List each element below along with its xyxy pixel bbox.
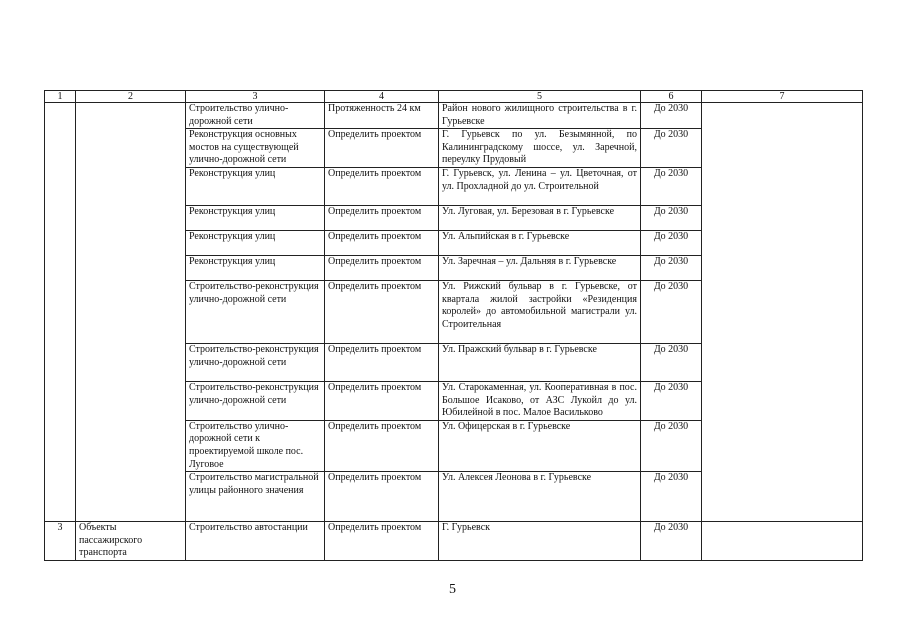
deadline-cell: До 2030 <box>641 129 702 168</box>
deadline-cell: До 2030 <box>641 167 702 205</box>
work-type-cell: Реконструкция улиц <box>186 255 325 280</box>
location-cell: Ул. Заречная – ул. Дальняя в г. Гурьевске <box>439 255 641 280</box>
work-type-cell: Строительство улично-дорожной сети <box>186 103 325 129</box>
location-cell: Ул. Альпийская в г. Гурьевске <box>439 230 641 255</box>
work-type-cell: Строительство-реконструкция улично-дорожной сети <box>186 381 325 420</box>
category-cell <box>76 103 186 522</box>
notes-cell <box>702 522 863 561</box>
work-type-cell: Строительство-реконструкция улично-дорожной сети <box>186 343 325 381</box>
location-cell: Ул. Луговая, ул. Березовая в г. Гурьевске <box>439 205 641 230</box>
work-type-cell: Реконструкция основных мостов на существующей улично-дорожной сети <box>186 129 325 168</box>
deadline-cell: До 2030 <box>641 420 702 471</box>
header-cell: 7 <box>702 91 863 103</box>
deadline-cell: До 2030 <box>641 103 702 129</box>
scope-cell: Определить проектом <box>325 230 439 255</box>
deadline-cell: До 2030 <box>641 255 702 280</box>
work-type-cell: Строительство улично-дорожной сети к проектируемой школе пос. Луговое <box>186 420 325 471</box>
scope-cell: Определить проектом <box>325 280 439 343</box>
scope-cell: Определить проектом <box>325 255 439 280</box>
deadline-cell: До 2030 <box>641 205 702 230</box>
location-cell: Ул. Старокаменная, ул. Кооперативная в пос. Большое Исаково, от АЗС Лукойл до ул. Юбилейной в пос. Малое Васильково <box>439 381 641 420</box>
scope-cell: Определить проектом <box>325 167 439 205</box>
header-cell: 4 <box>325 91 439 103</box>
location-cell: Ул. Офицерская в г. Гурьевске <box>439 420 641 471</box>
scope-cell: Определить проектом <box>325 205 439 230</box>
table-header-row <box>45 91 863 103</box>
location-cell: Район нового жилищного строительства в г. Гурьевске <box>439 103 641 129</box>
table-row <box>45 522 863 561</box>
header-cell: 5 <box>439 91 641 103</box>
deadline-cell: До 2030 <box>641 230 702 255</box>
location-cell: Г. Гурьевск <box>439 522 641 561</box>
row-number-cell <box>45 103 76 522</box>
work-type-cell: Строительство магистральной улицы районного значения <box>186 472 325 522</box>
deadline-cell: До 2030 <box>641 472 702 522</box>
deadline-cell: До 2030 <box>641 280 702 343</box>
header-cell: 1 <box>45 91 76 103</box>
scope-cell: Определить проектом <box>325 522 439 561</box>
location-cell: Ул. Пражский бульвар в г. Гурьевске <box>439 343 641 381</box>
category-cell: Объекты пассажирского транспорта <box>76 522 186 561</box>
row-number-cell: 3 <box>45 522 76 561</box>
work-type-cell: Реконструкция улиц <box>186 205 325 230</box>
page-number: 5 <box>449 582 456 597</box>
work-type-cell: Строительство автостанции <box>186 522 325 561</box>
scope-cell: Определить проектом <box>325 343 439 381</box>
location-cell: Г. Гурьевск по ул. Безымянной, по Калининградскому шоссе, ул. Заречной, переулку Прудовый <box>439 129 641 168</box>
deadline-cell: До 2030 <box>641 381 702 420</box>
scope-cell: Определить проектом <box>325 129 439 168</box>
location-cell: Г. Гурьевск, ул. Ленина – ул. Цветочная, от ул. Прохладной до ул. Строительной <box>439 167 641 205</box>
data-table <box>44 90 863 561</box>
scope-cell: Определить проектом <box>325 472 439 522</box>
location-cell: Ул. Рижский бульвар в г. Гурьевске, от квартала жилой застройки «Резиденция королей» до автомобильной магистрали ул. Строительная <box>439 280 641 343</box>
header-cell: 3 <box>186 91 325 103</box>
notes-cell <box>702 103 863 522</box>
header-cell: 6 <box>641 91 702 103</box>
deadline-cell: До 2030 <box>641 522 702 561</box>
deadline-cell: До 2030 <box>641 343 702 381</box>
table-row <box>45 103 863 129</box>
work-type-cell: Реконструкция улиц <box>186 167 325 205</box>
work-type-cell: Строительство-реконструкция улично-дорожной сети <box>186 280 325 343</box>
location-cell: Ул. Алексея Леонова в г. Гурьевске <box>439 472 641 522</box>
work-type-cell: Реконструкция улиц <box>186 230 325 255</box>
scope-cell: Определить проектом <box>325 381 439 420</box>
header-cell: 2 <box>76 91 186 103</box>
scope-cell: Определить проектом <box>325 420 439 471</box>
scope-cell: Протяженность 24 км <box>325 103 439 129</box>
